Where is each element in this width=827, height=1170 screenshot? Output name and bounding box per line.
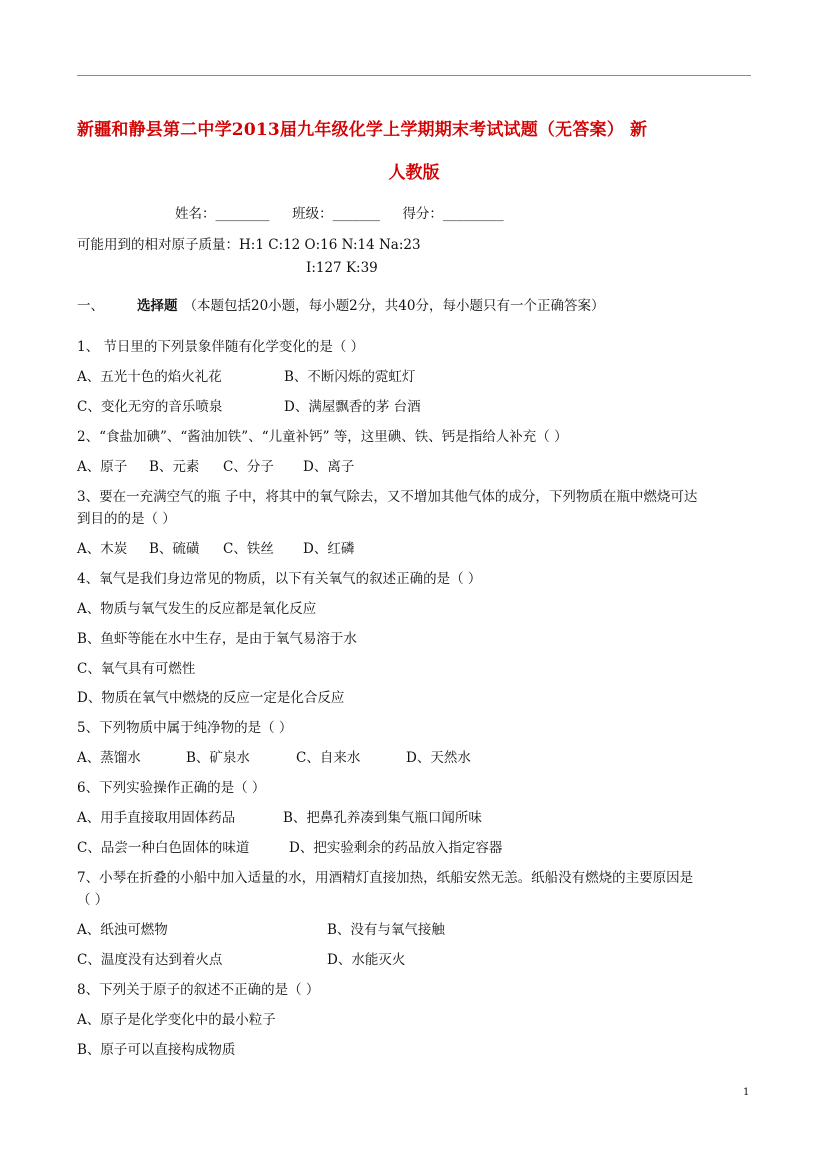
student-info-row bbox=[175, 205, 504, 223]
question-2-stem: 2、“食盐加碘”、“酱油加铁”、“儿童补钙” 等，这里碘、铁、钙是指给人补充（ ） bbox=[77, 429, 568, 445]
atomic-masses-line2: I:127 K:39 bbox=[306, 260, 378, 276]
q4-option-b: B、鱼虾等能在水中生存，是由于氧气易溶于水 bbox=[77, 631, 357, 647]
question-6-options-ab bbox=[77, 809, 482, 827]
section-heading bbox=[77, 297, 604, 315]
atomic-masses-line1: 可能用到的相对原子质量：H:1 C:12 O:16 N:14 Na:23 bbox=[77, 237, 421, 253]
q7-option-d: D、水能灭火 bbox=[327, 952, 406, 968]
name-field-label: 姓名：________ bbox=[175, 206, 270, 222]
section-title: 选择题 bbox=[137, 298, 178, 314]
question-8-stem: 8、下列关于原子的叙述不正确的是（ ） bbox=[77, 982, 320, 998]
q2-option-b: B、元素 bbox=[149, 459, 200, 475]
question-3-options bbox=[77, 540, 354, 558]
q2-option-d: D、离子 bbox=[303, 459, 355, 475]
question-4-stem: 4、氧气是我们身边常见的物质，以下有关氧气的叙述正确的是（ ） bbox=[77, 571, 482, 587]
q5-option-d: D、天然水 bbox=[406, 750, 471, 766]
q7-option-a: A、纸浊可燃物 bbox=[77, 922, 168, 938]
q5-option-a: A、蒸馏水 bbox=[77, 750, 141, 766]
header-rule bbox=[77, 75, 751, 76]
q3-option-b: B、硫磺 bbox=[149, 541, 200, 557]
question-7-stem-line2: （ ） bbox=[77, 892, 109, 908]
q6-option-c: C、品尝一种白色固体的味道 bbox=[77, 840, 250, 856]
q7-option-c: C、温度没有达到着火点 bbox=[77, 952, 223, 968]
question-6-stem: 6、下列实验操作正确的是（ ） bbox=[77, 780, 266, 796]
section-number: 一、 bbox=[77, 298, 104, 314]
q1-option-b: B、不断闪烁的霓虹灯 bbox=[284, 369, 416, 385]
page-title-line1: 新疆和静县第二中学2013届九年级化学上学期期末考试试题（无答案） 新 bbox=[77, 120, 648, 140]
q6-option-d: D、把实验剩余的药品放入指定容器 bbox=[289, 840, 503, 856]
question-3-stem-line2: 到目的的是（ ） bbox=[77, 511, 176, 527]
q1-option-d: D、满屋飘香的茅 台酒 bbox=[284, 399, 421, 415]
q8-option-a: A、原子是化学变化中的最小粒子 bbox=[77, 1012, 276, 1028]
section-description: （本题包括20小题，每小题2分，共40分，每小题只有一个正确答案） bbox=[183, 298, 605, 314]
question-1-options-ab bbox=[77, 368, 415, 386]
class-field-label: 班级：_______ bbox=[292, 206, 380, 222]
q2-option-c: C、分子 bbox=[223, 459, 274, 475]
q4-option-a: A、物质与氧气发生的反应都是氧化反应 bbox=[77, 601, 317, 617]
q3-option-c: C、铁丝 bbox=[223, 541, 274, 557]
q2-option-a: A、原子 bbox=[77, 459, 128, 475]
q6-option-b: B、把鼻孔养凑到集气瓶口闻所味 bbox=[283, 810, 482, 826]
question-7-options-ab bbox=[77, 921, 445, 939]
q8-option-b: B、原子可以直接构成物质 bbox=[77, 1042, 236, 1058]
question-2-options bbox=[77, 458, 354, 476]
question-1-options-cd bbox=[77, 398, 421, 416]
q3-option-a: A、木炭 bbox=[77, 541, 128, 557]
q1-option-a: A、五光十色的焰火礼花 bbox=[77, 369, 222, 385]
q4-option-c: C、氧气具有可燃性 bbox=[77, 661, 196, 677]
question-5-stem: 5、下列物质中属于纯净物的是（ ） bbox=[77, 720, 293, 736]
q4-option-d: D、物质在氧气中燃烧的反应一定是化合反应 bbox=[77, 690, 345, 706]
page-number: 1 bbox=[743, 1087, 750, 1098]
q1-option-c: C、变化无穷的音乐喷泉 bbox=[77, 399, 223, 415]
score-field-label: 得分：_________ bbox=[402, 206, 504, 222]
question-3-stem-line1: 3、要在一充满空气的瓶 子中，将其中的氧气除去，又不增加其他气体的成分，下列物质在瓶中燃烧可达 bbox=[77, 489, 698, 505]
question-7-options-cd bbox=[77, 951, 405, 969]
question-1-stem: 1、 节日里的下列景象伴随有化学变化的是（ ） bbox=[77, 339, 365, 355]
question-6-options-cd bbox=[77, 839, 502, 857]
question-7-stem-line1: 7、小琴在折叠的小船中加入适量的水，用酒精灯直接加热，纸船安然无恙。纸船没有燃烧的主要原因是 bbox=[77, 870, 694, 886]
page-title-line2: 人教版 bbox=[388, 163, 440, 183]
q5-option-c: C、自来水 bbox=[296, 750, 361, 766]
q6-option-a: A、用手直接取用固体药品 bbox=[77, 810, 236, 826]
q3-option-d: D、红磷 bbox=[303, 541, 355, 557]
question-5-options bbox=[77, 749, 471, 767]
q7-option-b: B、没有与氧气接触 bbox=[327, 922, 445, 938]
q5-option-b: B、矿泉水 bbox=[186, 750, 250, 766]
